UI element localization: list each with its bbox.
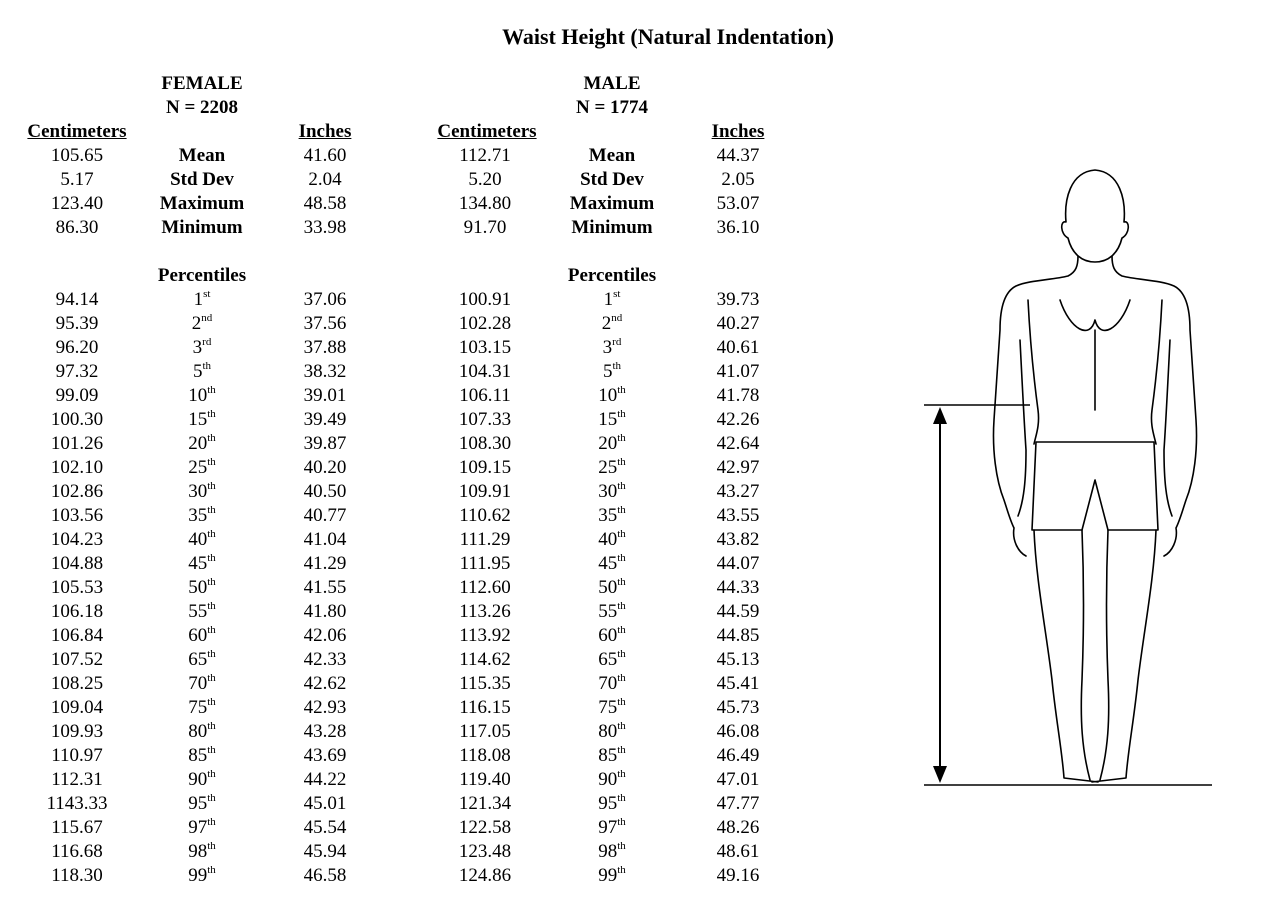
percentile-number: 70	[188, 673, 208, 694]
percentile-suffix: rd	[202, 336, 212, 348]
female-percentiles-heading: Percentiles	[157, 265, 247, 286]
male-pct-cm: 107.33	[458, 409, 512, 430]
percentile-number: 98	[188, 841, 208, 862]
male-pct-in: 45.41	[716, 673, 760, 694]
percentile-suffix: th	[207, 504, 216, 516]
female-pct-cm: 104.88	[50, 553, 104, 574]
male-pct-cm: 116.15	[459, 697, 511, 718]
male-pct-cm: 119.40	[459, 769, 511, 790]
female-pct-in: 45.54	[303, 817, 347, 838]
female-max-in: 48.58	[303, 193, 347, 214]
percentile-suffix: rd	[612, 336, 622, 348]
female-pct-in: 40.20	[303, 457, 347, 478]
female-pct-cm: 106.84	[50, 625, 104, 646]
male-pct-in: 44.07	[716, 553, 760, 574]
female-pct-in: 45.94	[303, 841, 347, 862]
female-pct-cm: 115.67	[51, 817, 103, 838]
percentile-number: 3	[602, 337, 613, 358]
percentile-suffix: nd	[201, 312, 213, 324]
percentile-suffix: th	[207, 744, 216, 756]
female-pct-in: 41.29	[303, 553, 347, 574]
percentile-suffix: th	[617, 648, 626, 660]
female-min-label: Minimum	[161, 217, 243, 238]
percentile-suffix: th	[617, 744, 626, 756]
female-pct-in: 42.33	[303, 649, 347, 670]
male-pct-cm: 102.28	[458, 313, 512, 334]
percentile-number: 30	[188, 481, 208, 502]
female-pct-cm: 96.20	[55, 337, 99, 358]
percentile-number: 1	[193, 289, 204, 310]
percentile-number: 45	[188, 553, 208, 574]
female-pct-cm: 108.25	[50, 673, 104, 694]
percentile-number: 80	[188, 721, 208, 742]
male-sd-in: 2.05	[721, 169, 755, 190]
figure-waist-left	[1028, 300, 1039, 444]
female-pct-in: 37.88	[303, 337, 347, 358]
female-pct-cm: 112.31	[51, 769, 103, 790]
percentile-number: 10	[188, 385, 208, 406]
percentile-suffix: th	[207, 432, 216, 444]
female-pct-cm: 102.86	[50, 481, 104, 502]
female-pct-in: 43.28	[303, 721, 347, 742]
percentile-suffix: th	[617, 504, 626, 516]
male-pct-in: 47.77	[716, 793, 760, 814]
percentile-number: 50	[598, 577, 618, 598]
female-pct-in: 42.06	[303, 625, 347, 646]
male-pct-cm: 113.92	[459, 625, 511, 646]
percentile-suffix: nd	[611, 312, 623, 324]
percentile-suffix: th	[617, 408, 626, 420]
percentile-suffix: th	[207, 696, 216, 708]
male-pct-in: 42.64	[716, 433, 760, 454]
percentile-suffix: th	[617, 480, 626, 492]
percentile-suffix: th	[617, 552, 626, 564]
male-pct-cm: 109.15	[458, 457, 512, 478]
percentile-number: 50	[188, 577, 208, 598]
percentile-number: 10	[598, 385, 618, 406]
percentile-number: 2	[601, 313, 612, 334]
female-max-label: Maximum	[159, 193, 245, 214]
female-mean-in: 41.60	[303, 145, 347, 166]
male-pct-cm: 100.91	[458, 289, 512, 310]
measurement-arrow	[933, 407, 947, 783]
female-pct-cm: 95.39	[55, 313, 99, 334]
male-min-in: 36.10	[716, 217, 760, 238]
figure-right-inner-arm	[1164, 340, 1172, 516]
percentile-number: 95	[598, 793, 618, 814]
male-pct-in: 45.13	[716, 649, 760, 670]
percentile-suffix: th	[202, 360, 212, 372]
male-pct-cm: 109.91	[458, 481, 512, 502]
figure-chest	[1060, 300, 1130, 330]
percentile-suffix: th	[207, 408, 216, 420]
percentile-suffix: th	[207, 624, 216, 636]
percentile-suffix: th	[617, 384, 626, 396]
female-pct-in: 39.49	[303, 409, 347, 430]
male-pct-cm: 110.62	[459, 505, 511, 526]
female-pct-in: 37.06	[303, 289, 347, 310]
male-pct-cm: 124.86	[458, 865, 512, 886]
percentile-suffix: st	[203, 288, 211, 300]
percentile-number: 85	[598, 745, 618, 766]
percentile-number: 5	[192, 361, 203, 382]
percentile-suffix: th	[617, 672, 626, 684]
female-pct-cm: 102.10	[50, 457, 104, 478]
female-pct-cm: 105.53	[50, 577, 104, 598]
percentile-number: 90	[598, 769, 618, 790]
percentile-number: 35	[188, 505, 208, 526]
percentile-suffix: th	[207, 648, 216, 660]
percentile-number: 65	[188, 649, 208, 670]
female-max-cm: 123.40	[50, 193, 104, 214]
male-pct-cm: 122.58	[458, 817, 512, 838]
male-pct-cm: 123.48	[458, 841, 512, 862]
percentile-suffix: th	[617, 816, 626, 828]
female-pct-cm: 99.09	[55, 385, 99, 406]
percentile-suffix: th	[207, 720, 216, 732]
male-mean-in: 44.37	[716, 145, 760, 166]
percentile-number: 55	[188, 601, 208, 622]
percentile-number: 85	[188, 745, 208, 766]
female-pct-in: 41.80	[303, 601, 347, 622]
male-pct-in: 45.73	[716, 697, 760, 718]
percentile-number: 98	[598, 841, 618, 862]
male-sd-cm: 5.20	[468, 169, 502, 190]
percentile-number: 15	[188, 409, 208, 430]
percentile-number: 95	[188, 793, 208, 814]
female-pct-in: 42.93	[303, 697, 347, 718]
male-mean-cm: 112.71	[459, 145, 511, 166]
male-pct-cm: 104.31	[458, 361, 512, 382]
female-min-cm: 86.30	[55, 217, 99, 238]
female-sd-in: 2.04	[308, 169, 342, 190]
percentile-suffix: th	[612, 360, 622, 372]
female-pct-in: 39.87	[303, 433, 347, 454]
percentile-number: 99	[188, 865, 208, 886]
male-percentiles-heading: Percentiles	[567, 265, 657, 286]
female-pct-cm: 101.26	[50, 433, 104, 454]
male-pct-in: 40.27	[716, 313, 760, 334]
female-pct-cm: 110.97	[51, 745, 103, 766]
percentile-suffix: th	[207, 600, 216, 612]
percentile-suffix: th	[207, 792, 216, 804]
percentile-number: 60	[188, 625, 208, 646]
percentile-number: 3	[192, 337, 203, 358]
percentile-suffix: th	[207, 456, 216, 468]
male-pct-in: 44.33	[716, 577, 760, 598]
female-pct-cm: 97.32	[55, 361, 99, 382]
percentile-suffix: th	[617, 768, 626, 780]
female-pct-cm: 107.52	[50, 649, 104, 670]
female-pct-in: 41.55	[303, 577, 347, 598]
male-pct-in: 41.78	[716, 385, 760, 406]
percentile-number: 40	[598, 529, 618, 550]
male-pct-cm: 108.30	[458, 433, 512, 454]
percentile-suffix: th	[617, 432, 626, 444]
male-pct-cm: 117.05	[459, 721, 511, 742]
male-label: MALE	[583, 73, 641, 94]
male-sd-label: Std Dev	[580, 169, 644, 190]
male-pct-in: 49.16	[716, 865, 760, 886]
male-pct-cm: 118.08	[459, 745, 511, 766]
percentile-suffix: th	[617, 528, 626, 540]
percentile-suffix: th	[617, 792, 626, 804]
percentile-number: 1	[603, 289, 614, 310]
female-n: N = 2208	[165, 97, 239, 118]
male-pct-cm: 111.95	[459, 553, 511, 574]
figure-right-inner-leg	[1100, 530, 1109, 780]
figure-waist-right	[1151, 300, 1162, 444]
female-pct-cm: 116.68	[51, 841, 103, 862]
percentile-number: 25	[598, 457, 618, 478]
male-n: N = 1774	[575, 97, 649, 118]
percentile-suffix: st	[613, 288, 621, 300]
percentile-number: 75	[188, 697, 208, 718]
female-pct-in: 41.04	[303, 529, 347, 550]
male-pct-cm: 106.11	[459, 385, 511, 406]
male-pct-cm: 112.60	[459, 577, 511, 598]
percentile-number: 30	[598, 481, 618, 502]
percentile-suffix: th	[207, 840, 216, 852]
percentile-suffix: th	[617, 840, 626, 852]
female-mean-label: Mean	[178, 145, 226, 166]
percentile-number: 5	[602, 361, 613, 382]
male-pct-cm: 103.15	[458, 337, 512, 358]
percentile-number: 80	[598, 721, 618, 742]
male-pct-in: 46.08	[716, 721, 760, 742]
female-pct-in: 37.56	[303, 313, 347, 334]
female-pct-cm: 1143.33	[46, 793, 108, 814]
percentile-suffix: th	[617, 696, 626, 708]
percentile-number: 97	[188, 817, 208, 838]
percentile-suffix: th	[617, 456, 626, 468]
female-pct-cm: 94.14	[55, 289, 99, 310]
female-mean-cm: 105.65	[50, 145, 104, 166]
male-pct-in: 47.01	[716, 769, 760, 790]
percentile-suffix: th	[617, 600, 626, 612]
percentile-number: 40	[188, 529, 208, 550]
percentile-suffix: th	[207, 576, 216, 588]
male-cm-header: Centimeters	[437, 121, 537, 142]
page-title: Waist Height (Natural Indentation)	[502, 24, 834, 49]
female-pct-in: 44.22	[303, 769, 347, 790]
female-cm-header: Centimeters	[27, 121, 127, 142]
male-pct-cm: 121.34	[458, 793, 512, 814]
male-pct-in: 41.07	[716, 361, 760, 382]
male-min-cm: 91.70	[463, 217, 507, 238]
male-pct-in: 43.55	[716, 505, 760, 526]
percentile-number: 45	[598, 553, 618, 574]
percentile-suffix: th	[617, 720, 626, 732]
percentile-number: 99	[598, 865, 618, 886]
percentile-suffix: th	[207, 864, 216, 876]
percentile-number: 75	[598, 697, 618, 718]
male-pct-in: 44.85	[716, 625, 760, 646]
female-pct-cm: 103.56	[50, 505, 104, 526]
female-pct-in: 45.01	[303, 793, 347, 814]
percentile-suffix: th	[617, 576, 626, 588]
female-pct-in: 39.01	[303, 385, 347, 406]
male-pct-cm: 111.29	[459, 529, 511, 550]
percentile-number: 35	[598, 505, 618, 526]
figure-left-inner-leg	[1081, 530, 1090, 780]
figure-shorts	[1032, 442, 1158, 530]
female-pct-in: 43.69	[303, 745, 347, 766]
percentile-number: 97	[598, 817, 618, 838]
female-min-in: 33.98	[303, 217, 347, 238]
female-pct-cm: 118.30	[51, 865, 103, 886]
percentile-number: 15	[598, 409, 618, 430]
female-label: FEMALE	[161, 73, 243, 94]
male-pct-in: 39.73	[716, 289, 760, 310]
female-pct-cm: 104.23	[50, 529, 104, 550]
female-pct-cm: 109.93	[50, 721, 104, 742]
percentile-suffix: th	[207, 384, 216, 396]
percentile-number: 90	[188, 769, 208, 790]
figure-head	[1062, 170, 1129, 262]
female-pct-cm: 106.18	[50, 601, 104, 622]
female-in-header: Inches	[298, 121, 352, 142]
female-pct-cm: 109.04	[50, 697, 104, 718]
female-sd-label: Std Dev	[170, 169, 234, 190]
percentile-number: 70	[598, 673, 618, 694]
percentile-suffix: th	[207, 768, 216, 780]
percentile-number: 60	[598, 625, 618, 646]
female-pct-cm: 100.30	[50, 409, 104, 430]
female-pct-in: 40.77	[303, 505, 347, 526]
male-in-header: Inches	[711, 121, 765, 142]
percentile-suffix: th	[207, 816, 216, 828]
male-pct-cm: 114.62	[459, 649, 511, 670]
female-pct-in: 46.58	[303, 865, 347, 886]
male-pct-in: 40.61	[716, 337, 760, 358]
female-pct-in: 40.50	[303, 481, 347, 502]
percentile-number: 20	[188, 433, 208, 454]
percentile-suffix: th	[207, 552, 216, 564]
male-pct-cm: 115.35	[459, 673, 511, 694]
male-max-label: Maximum	[569, 193, 655, 214]
male-pct-in: 48.61	[716, 841, 760, 862]
figure-right-leg	[1092, 530, 1156, 782]
male-pct-cm: 113.26	[459, 601, 511, 622]
female-pct-in: 42.62	[303, 673, 347, 694]
percentile-number: 55	[598, 601, 618, 622]
male-pct-in: 48.26	[716, 817, 760, 838]
percentile-number: 2	[191, 313, 202, 334]
male-min-label: Minimum	[571, 217, 653, 238]
male-pct-in: 42.26	[716, 409, 760, 430]
male-max-cm: 134.80	[458, 193, 512, 214]
percentile-suffix: th	[207, 480, 216, 492]
male-pct-in: 43.27	[716, 481, 760, 502]
male-pct-in: 42.97	[716, 457, 760, 478]
figure-left-torso	[993, 256, 1078, 556]
figure-left-leg	[1034, 530, 1098, 782]
female-sd-cm: 5.17	[60, 169, 94, 190]
percentile-number: 20	[598, 433, 618, 454]
male-max-in: 53.07	[716, 193, 760, 214]
percentile-number: 25	[188, 457, 208, 478]
male-pct-in: 43.82	[716, 529, 760, 550]
percentile-number: 65	[598, 649, 618, 670]
percentile-suffix: th	[617, 624, 626, 636]
percentile-suffix: th	[617, 864, 626, 876]
figure-left-inner-arm	[1018, 340, 1026, 516]
male-mean-label: Mean	[588, 145, 636, 166]
male-pct-in: 46.49	[716, 745, 760, 766]
percentile-suffix: th	[207, 672, 216, 684]
female-pct-in: 38.32	[303, 361, 347, 382]
percentile-suffix: th	[207, 528, 216, 540]
figure-right-torso	[1112, 256, 1197, 556]
male-pct-in: 44.59	[716, 601, 760, 622]
